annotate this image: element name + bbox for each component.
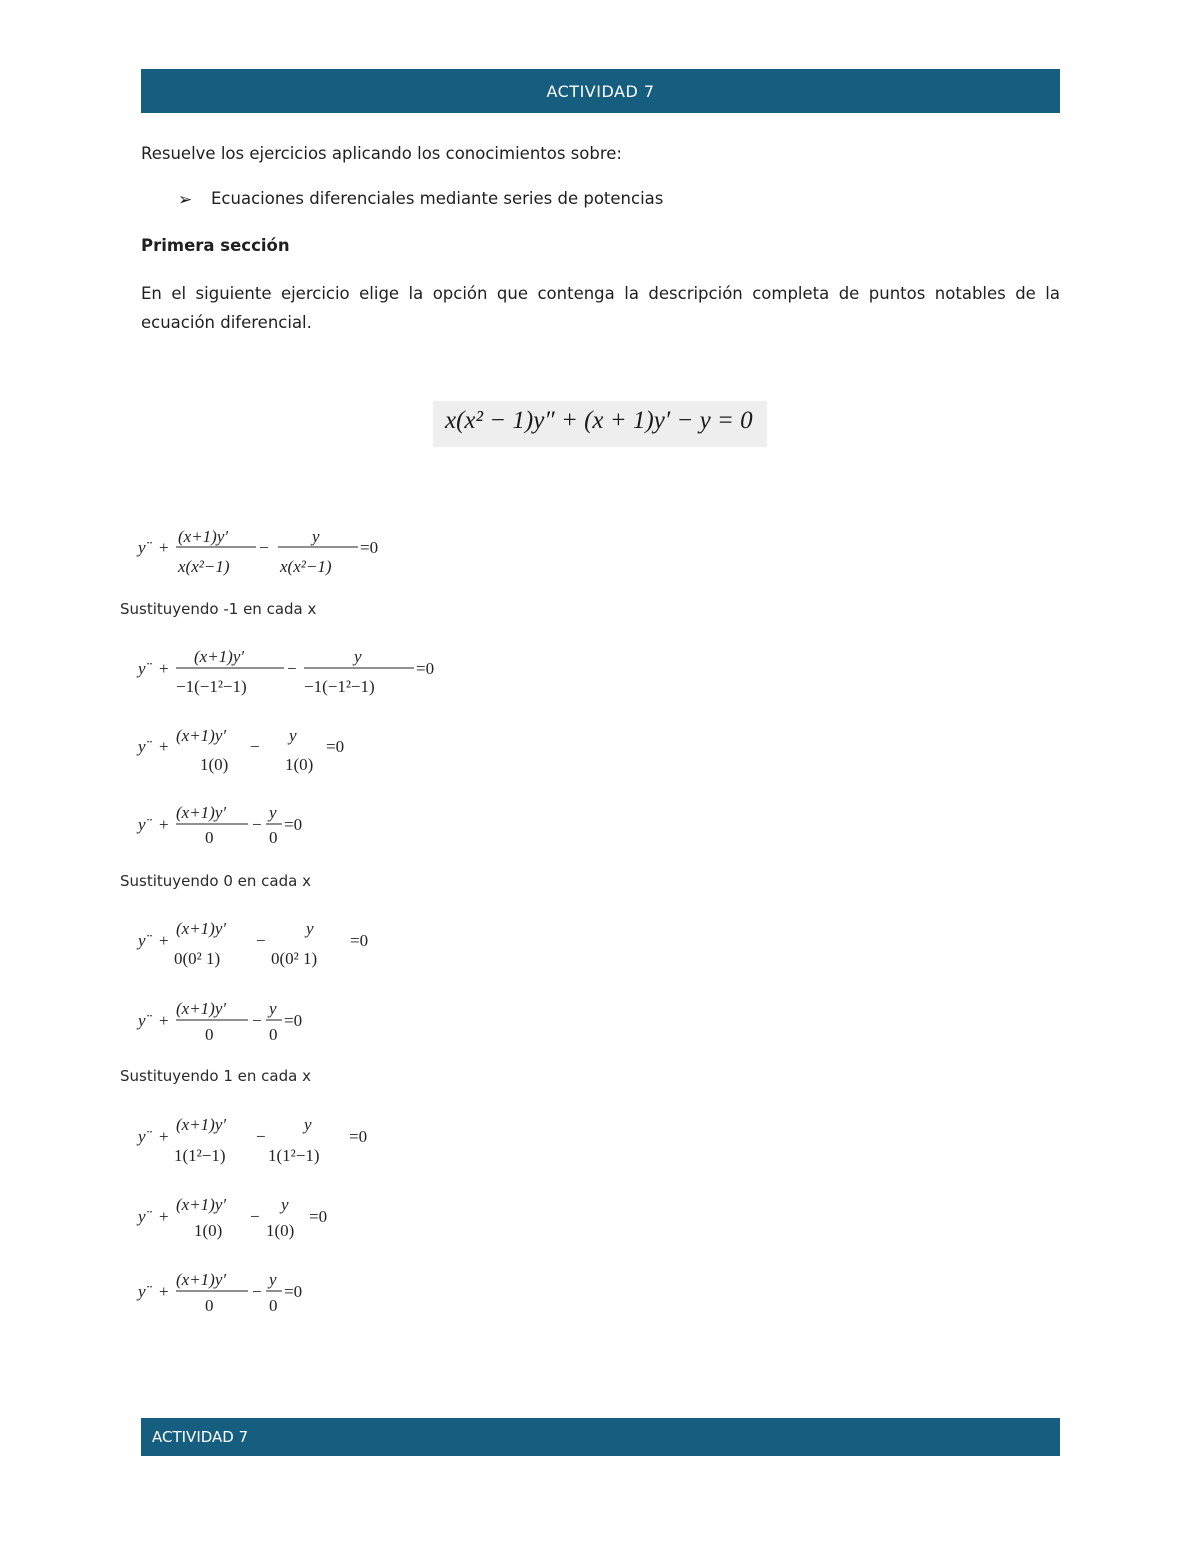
equation-sub-zero-b — [136, 999, 302, 1044]
minus-sign: − — [256, 931, 266, 950]
footer-title: ACTIVIDAD 7 — [152, 1428, 249, 1446]
denominator: x(x²−1) — [280, 557, 332, 576]
substitution-zero: Sustituyendo 0 en cada x — [120, 872, 311, 890]
denominator: 0(0² 1) — [271, 949, 318, 968]
plus-sign: + — [159, 1127, 169, 1146]
numerator-y: y — [281, 1195, 289, 1214]
denominator: 1(1²−1) — [174, 1146, 226, 1165]
y-double-prime: y¨ — [138, 1282, 152, 1301]
denominator: x(x²−1) — [178, 557, 230, 576]
equals-zero: =0 — [416, 659, 435, 678]
plus-sign: + — [159, 815, 169, 834]
denominator: −1(−1²−1) — [176, 677, 247, 696]
numerator: (x+1)y′ — [176, 1195, 227, 1214]
equation-sub-minus-one-b — [136, 726, 344, 774]
equation-sub-zero-a — [136, 919, 368, 968]
numerator-y: y — [269, 1270, 277, 1289]
numerator: (x+1)y′ — [176, 919, 227, 938]
footer-bar — [141, 1418, 1060, 1456]
plus-sign: + — [159, 659, 169, 678]
minus-sign: − — [250, 737, 260, 756]
numerator-y: y — [354, 647, 362, 666]
equals-zero: =0 — [326, 737, 345, 756]
equals-zero: =0 — [284, 815, 303, 834]
y-double-prime: y¨ — [138, 538, 152, 557]
minus-sign: − — [250, 1207, 260, 1226]
plus-sign: + — [159, 538, 169, 557]
bullet-item: Ecuaciones diferenciales mediante series de potencias — [211, 189, 664, 208]
equals-zero: =0 — [309, 1207, 328, 1226]
header-title: ACTIVIDAD 7 — [546, 81, 655, 101]
denominator: 0 — [205, 1025, 214, 1044]
main-equation: x(x² − 1)y″ + (x + 1)y′ − y = 0 — [445, 407, 753, 434]
minus-sign: − — [287, 659, 297, 678]
numerator-y: y — [312, 527, 320, 546]
numerator-y: y — [269, 999, 277, 1018]
y-double-prime: y¨ — [138, 659, 152, 678]
y-double-prime: y¨ — [138, 931, 152, 950]
denominator: 1(0) — [200, 755, 229, 774]
denominator: 0 — [269, 1296, 278, 1315]
numerator-y: y — [304, 1115, 312, 1134]
denominator: 1(0) — [285, 755, 314, 774]
section-instruction: En el siguiente ejercicio elige la opción que contenga la descripción completa de puntos notables de la ecuación diferencial. — [141, 284, 1060, 332]
y-double-prime: y¨ — [138, 737, 152, 756]
plus-sign: + — [159, 931, 169, 950]
minus-sign: − — [259, 538, 269, 557]
denominator: 0 — [205, 828, 214, 847]
bullet-arrow-icon: ➢ — [178, 190, 193, 209]
section-title: Primera sección — [141, 236, 290, 255]
y-double-prime: y¨ — [138, 1207, 152, 1226]
y-double-prime: y¨ — [138, 1127, 152, 1146]
denominator: 0(0² 1) — [174, 949, 221, 968]
equation-sub-one-b — [136, 1195, 327, 1240]
denominator: 0 — [269, 1025, 278, 1044]
numerator: (x+1)y′ — [176, 726, 227, 745]
equation-sub-minus-one-c — [136, 803, 302, 847]
numerator-y: y — [269, 803, 277, 822]
substitution-one: Sustituyendo 1 en cada x — [120, 1067, 311, 1085]
denominator: 1(0) — [194, 1221, 223, 1240]
equals-zero: =0 — [284, 1011, 303, 1030]
denominator: 0 — [205, 1296, 214, 1315]
equals-zero: =0 — [360, 538, 379, 557]
plus-sign: + — [159, 1207, 169, 1226]
intro-text: Resuelve los ejercicios aplicando los conocimientos sobre: — [141, 144, 622, 163]
denominator: 0 — [269, 828, 278, 847]
numerator: (x+1)y′ — [176, 1115, 227, 1134]
denominator: 1(0) — [266, 1221, 295, 1240]
numerator: (x+1)y′ — [194, 647, 245, 666]
equation-sub-one-a — [136, 1115, 367, 1165]
minus-sign: − — [252, 1282, 262, 1301]
substitution-minus-one: Sustituyendo -1 en cada x — [120, 600, 317, 618]
equation-sub-one-c — [136, 1270, 302, 1315]
minus-sign: − — [256, 1127, 266, 1146]
numerator-y: y — [306, 919, 314, 938]
numerator: (x+1)y′ — [176, 1270, 227, 1289]
equals-zero: =0 — [350, 931, 369, 950]
denominator: −1(−1²−1) — [304, 677, 375, 696]
minus-sign: − — [252, 1011, 262, 1030]
y-double-prime: y¨ — [138, 1011, 152, 1030]
equation-general — [136, 527, 378, 576]
numerator: (x+1)y′ — [178, 527, 229, 546]
denominator: 1(1²−1) — [268, 1146, 320, 1165]
plus-sign: + — [159, 1282, 169, 1301]
plus-sign: + — [159, 737, 169, 756]
equals-zero: =0 — [349, 1127, 368, 1146]
plus-sign: + — [159, 1011, 169, 1030]
numerator-y: y — [289, 726, 297, 745]
equals-zero: =0 — [284, 1282, 303, 1301]
numerator: (x+1)y′ — [176, 999, 227, 1018]
minus-sign: − — [252, 815, 262, 834]
equation-sub-minus-one-a — [136, 647, 434, 696]
y-double-prime: y¨ — [138, 815, 152, 834]
numerator: (x+1)y′ — [176, 803, 227, 822]
